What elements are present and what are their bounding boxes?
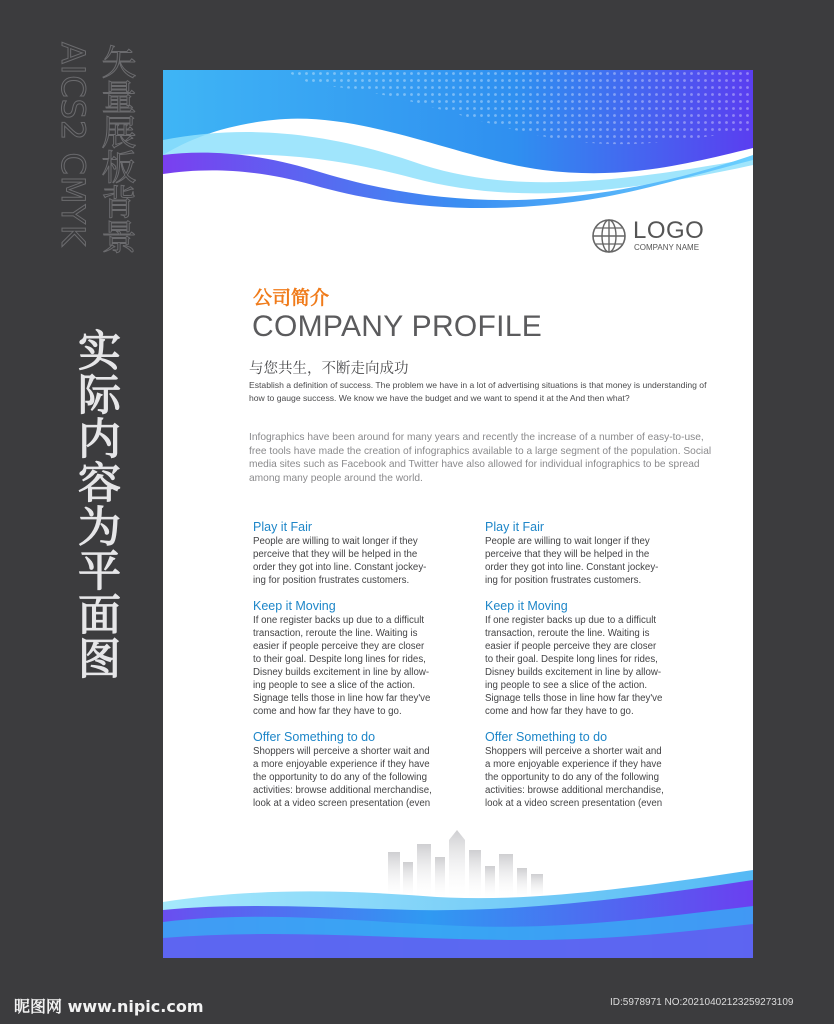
right-column (485, 520, 700, 810)
logo-wordmark: LOGO (633, 217, 705, 244)
section-offer-something (485, 730, 700, 810)
side-outline-chinese: 矢量展板背景 (96, 44, 136, 254)
title-chinese: 公司简介 (253, 287, 330, 309)
section-body: Shoppers will perceive a shorter wait and a more enjoyable experience if they have the opportunity to do any of the following activities: browse additional merchandise, look at a video screen presentation (even (253, 746, 432, 809)
section-heading: Keep it Moving (485, 599, 568, 613)
intro-paragraph-2: Infographics have been around for many years and recently the increase of a number of easy-to-use, free tools have made the creation of infographics available to a large segment of the population. Social media sites such as Facebook and Twitter have also allowed for individual infographics to be spread among many people around the world. (249, 432, 712, 484)
slogan: 与您共生，不断走向成功 (249, 361, 409, 377)
section-keep-it-moving (485, 599, 700, 730)
intro-paragraph-1: Establish a definition of success. The problem we have in a lot of advertising situations is that money is understanding of how to gauge success. We know we have the budget and we want to spend it at the And then what? (249, 380, 707, 403)
side-solid-chinese: 实际内容为平面图 (71, 328, 121, 680)
footer-id-line: ID:5978971 NO:20210402123259273109 (610, 997, 794, 1008)
side-outline-latin: AICS2 CMYK (54, 42, 92, 247)
section-offer-something (253, 730, 468, 810)
footer-brand: 昵图网 www.nipic.com (14, 997, 204, 1016)
bottom-wave-graphic (163, 810, 753, 958)
section-heading: Play it Fair (485, 520, 545, 534)
logo-company-name: COMPANY NAME (634, 243, 700, 252)
title-english: COMPANY PROFILE (252, 310, 543, 343)
section-body: People are willing to wait longer if they perceive that they will be helped in the order they got into line. Constant jockey- ing for position frustrates customers. (253, 536, 427, 586)
section-body: Shoppers will perceive a shorter wait and a more enjoyable experience if they have the opportunity to do any of the following activities: browse additional merchandise, look at a video screen presentation (even (485, 746, 664, 809)
section-body: People are willing to wait longer if they perceive that they will be helped in the order they got into line. Constant jockey- ing for position frustrates customers. (485, 536, 659, 586)
globe-icon (591, 218, 627, 254)
left-column (253, 520, 468, 810)
profile-poster (163, 70, 753, 958)
section-play-it-fair (485, 520, 700, 599)
section-play-it-fair (253, 520, 468, 599)
section-body: If one register backs up due to a difficult transaction, reroute the line. Waiting is easier if people perceive they are closer to their goal. Despite long lines for rides, Disney builds excitement in line by allow- ing people to see a slice of the action. Signage tells those in line how far they've come and how far they have to go. (253, 615, 431, 717)
section-heading: Offer Something to do (485, 730, 608, 744)
section-body: If one register backs up due to a difficult transaction, reroute the line. Waiting is easier if people perceive they are closer to their goal. Despite long lines for rides, Disney builds excitement in line by allow- ing people to see a slice of the action. Signage tells those in line how far they've come and how far they have to go. (485, 615, 663, 717)
section-heading: Keep it Moving (253, 599, 336, 613)
section-heading: Play it Fair (253, 520, 313, 534)
section-heading: Offer Something to do (253, 730, 376, 744)
section-keep-it-moving (253, 599, 468, 730)
top-wave-graphic (163, 70, 753, 220)
